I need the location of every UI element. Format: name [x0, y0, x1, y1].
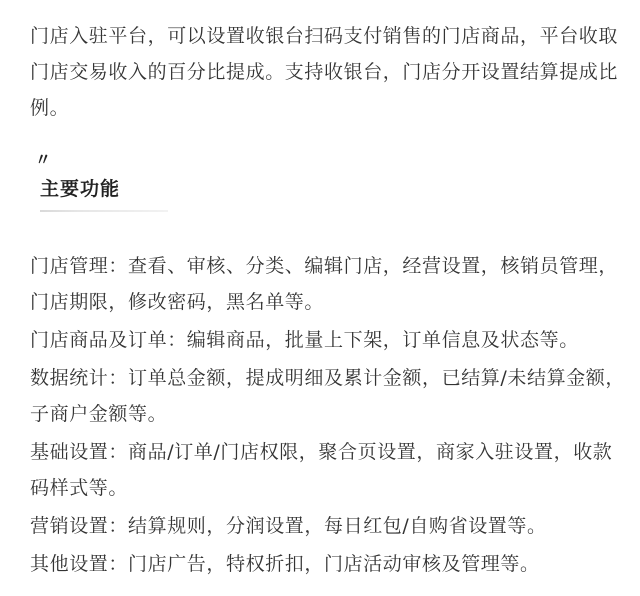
feature-item-other-settings: 其他设置：门店广告，特权折扣，门店活动审核及管理等。 — [30, 553, 540, 575]
feature-item-store-management: 门店管理：查看、审核、分类、编辑门店，经营设置，核销员管理，门店期限，修改密码，黑名单等。 — [30, 255, 619, 313]
feature-item-products-orders: 门店商品及订单：编辑商品，批量上下架，订单信息及状态等。 — [30, 329, 579, 351]
feature-list — [30, 248, 630, 584]
section-title: 主要功能 — [40, 178, 121, 200]
feature-item-marketing-settings: 营销设置：结算规则，分润设置，每日红包/自购省设置等。 — [30, 515, 547, 537]
quote-mark-icon: 〃 — [35, 150, 52, 169]
intro-paragraph: 门店入驻平台，可以设置收银台扫码支付销售的门店商品，平台收取门店交易收入的百分比提成。支持收银台，门店分开设置结算提成比例。 — [30, 25, 619, 119]
title-underline — [40, 210, 168, 212]
feature-item-basic-settings: 基础设置：商品/订单/门店权限，聚合页设置，商家入驻设置，收款码样式等。 — [30, 441, 613, 499]
feature-item-statistics: 数据统计：订单总金额，提成明细及累计金额，已结算/未结算金额，子商户金额等。 — [30, 367, 626, 425]
